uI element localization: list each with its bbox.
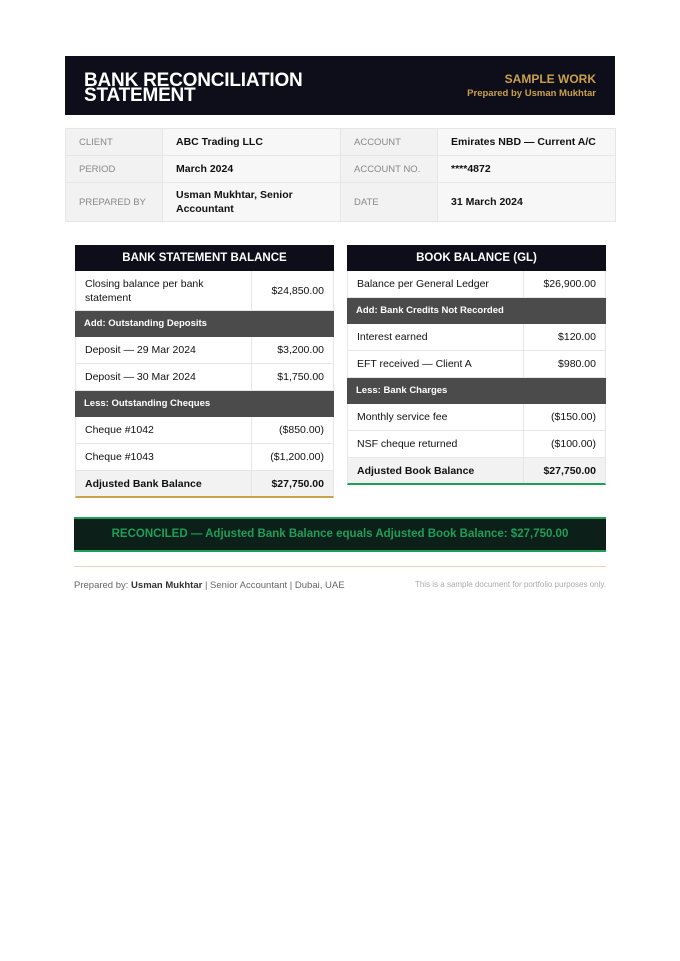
outstanding-deposits-heading: Add: Outstanding Deposits xyxy=(75,311,334,337)
adjusted-book-balance-value: $27,750.00 xyxy=(523,458,605,483)
credit-value: $980.00 xyxy=(523,351,605,377)
charge-row xyxy=(347,431,606,458)
deposit-value: $3,200.00 xyxy=(251,337,333,363)
date-value: 31 March 2024 xyxy=(438,183,616,222)
gl-balance-value: $26,900.00 xyxy=(523,271,605,297)
outstanding-cheques-heading: Less: Outstanding Cheques xyxy=(75,391,334,417)
deposit-row xyxy=(75,364,334,391)
info-row xyxy=(66,156,616,183)
cheque-value: ($850.00) xyxy=(251,417,333,443)
reconciled-banner: RECONCILED — Adjusted Bank Balance equals Adjusted Book Balance: $27,750.00 xyxy=(74,517,606,552)
title-line-1: BANK RECONCILIATION xyxy=(84,70,303,91)
bank-credits-heading: Add: Bank Credits Not Recorded xyxy=(347,298,606,324)
info-table xyxy=(65,128,616,222)
book-panel-title: BOOK BALANCE (GL) xyxy=(347,245,606,271)
adjusted-bank-balance-value: $27,750.00 xyxy=(251,471,333,496)
footer-suffix: | Senior Accountant | Dubai, UAE xyxy=(202,580,345,591)
cheque-row xyxy=(75,444,334,471)
sample-work-badge: SAMPLE WORK xyxy=(504,72,596,86)
charge-value: ($100.00) xyxy=(523,431,605,457)
bank-charges-heading: Less: Bank Charges xyxy=(347,378,606,404)
document-header xyxy=(65,56,615,115)
credit-label: EFT received — Client A xyxy=(357,358,472,370)
credit-label: Interest earned xyxy=(357,331,428,343)
account-label: ACCOUNT xyxy=(341,129,438,156)
prepared-by-value: Usman Mukhtar, Senior Accountant xyxy=(163,183,341,222)
charge-label: NSF cheque returned xyxy=(357,438,458,450)
account-value: Emirates NBD — Current A/C xyxy=(438,129,616,156)
client-value: ABC Trading LLC xyxy=(163,129,341,156)
title-line-2: STATEMENT xyxy=(84,85,196,106)
adjusted-book-balance-row xyxy=(347,458,606,485)
gl-balance-label: Balance per General Ledger xyxy=(357,278,489,290)
bank-panel-title: BANK STATEMENT BALANCE xyxy=(75,245,334,271)
period-label: PERIOD xyxy=(66,156,163,183)
closing-balance-row xyxy=(75,271,334,311)
account-no-value: ****4872 xyxy=(438,156,616,183)
credit-row xyxy=(347,324,606,351)
prepared-by-label: PREPARED BY xyxy=(66,183,163,222)
cheque-label: Cheque #1043 xyxy=(85,451,154,463)
footer-divider xyxy=(74,566,606,567)
client-label: CLIENT xyxy=(66,129,163,156)
info-row xyxy=(66,129,616,156)
cheque-value: ($1,200.00) xyxy=(251,444,333,470)
adjusted-book-balance-label: Adjusted Book Balance xyxy=(357,464,475,477)
charge-value: ($150.00) xyxy=(523,404,605,430)
cheque-row xyxy=(75,417,334,444)
charge-row xyxy=(347,404,606,431)
charge-label: Monthly service fee xyxy=(357,411,448,423)
credit-row xyxy=(347,351,606,378)
adjusted-bank-balance-row xyxy=(75,471,334,498)
date-label: DATE xyxy=(341,183,438,222)
cheque-label: Cheque #1042 xyxy=(85,424,154,436)
period-value: March 2024 xyxy=(163,156,341,183)
account-no-label: ACCOUNT NO. xyxy=(341,156,438,183)
bank-statement-panel xyxy=(75,245,334,498)
footer-prefix: Prepared by: xyxy=(74,580,132,591)
footer-disclaimer: This is a sample document for portfolio purposes only. xyxy=(414,580,606,589)
closing-balance-value: $24,850.00 xyxy=(251,271,333,310)
deposit-value: $1,750.00 xyxy=(251,364,333,390)
deposit-row xyxy=(75,337,334,364)
book-balance-panel xyxy=(347,245,606,485)
adjusted-bank-balance-label: Adjusted Bank Balance xyxy=(85,477,202,490)
footer-name: Usman Mukhtar xyxy=(131,580,203,591)
credit-value: $120.00 xyxy=(523,324,605,350)
gl-balance-row xyxy=(347,271,606,298)
deposit-label: Deposit — 29 Mar 2024 xyxy=(85,344,196,356)
deposit-label: Deposit — 30 Mar 2024 xyxy=(85,371,196,383)
info-row xyxy=(66,183,616,222)
footer-prepared-by xyxy=(74,580,345,591)
document-title xyxy=(84,70,384,106)
closing-balance-label: Closing balance per bank statement xyxy=(85,277,204,304)
header-prepared-by: Prepared by Usman Mukhtar xyxy=(467,88,596,99)
